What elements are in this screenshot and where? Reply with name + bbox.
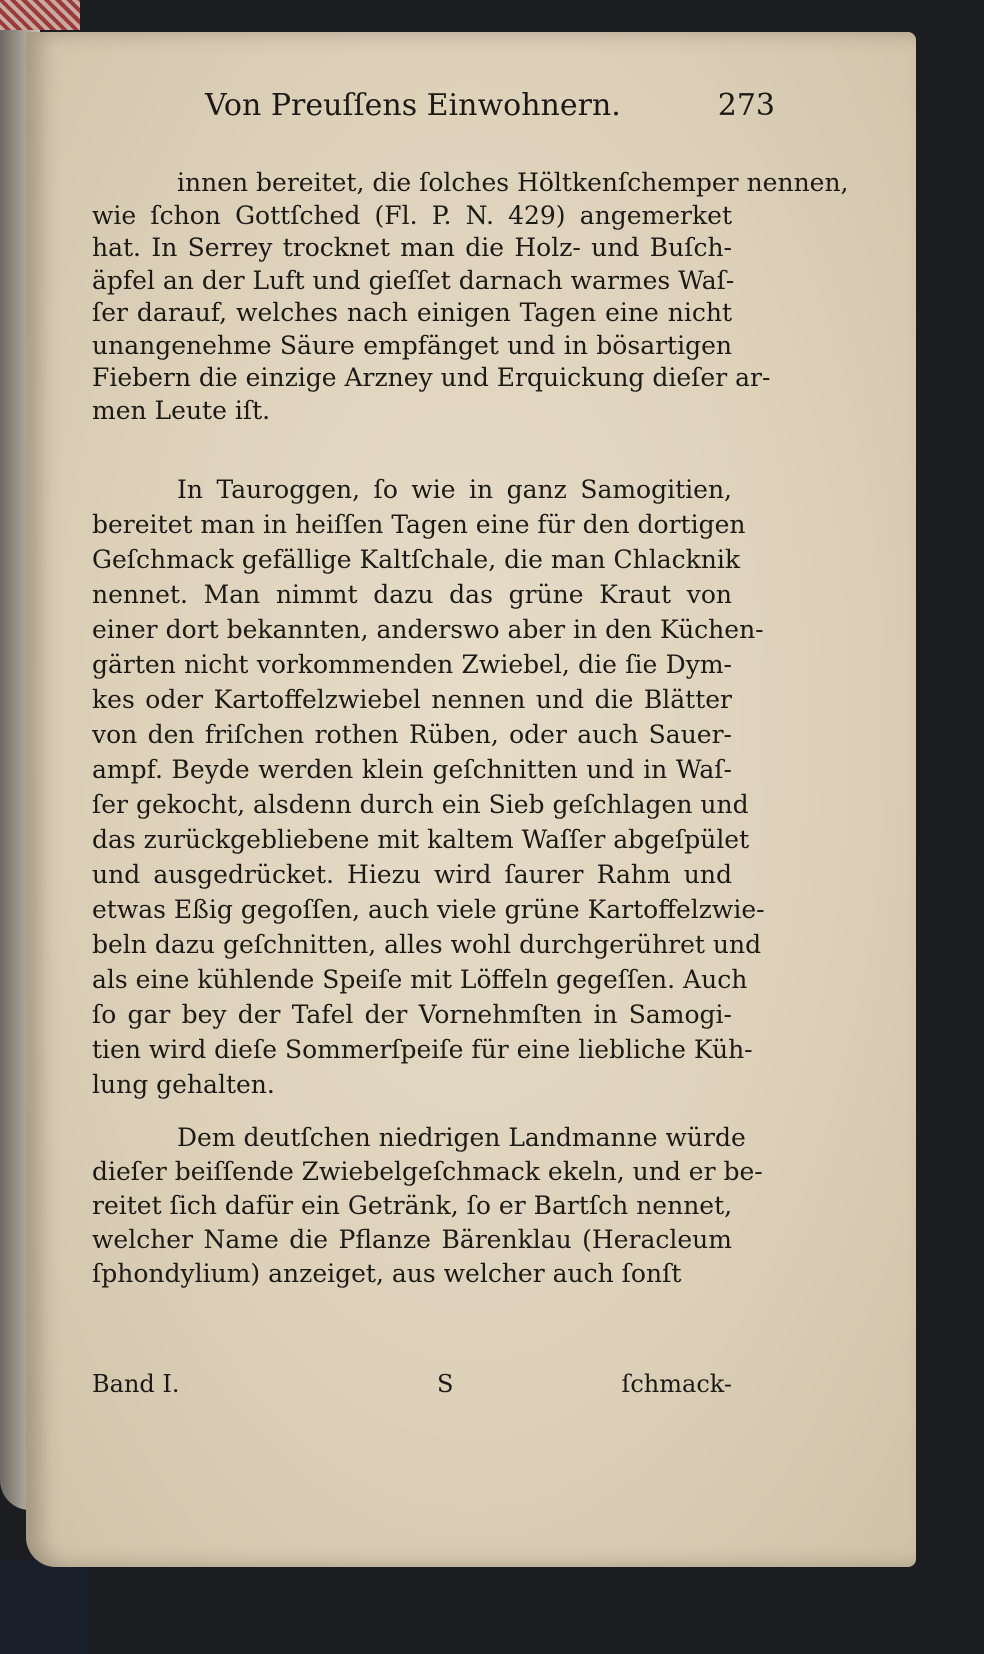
text-line: äpfel an der Luft und gieſſet darnach warmes Waſ- (92, 265, 735, 295)
text-line: gärten nicht vorkommenden Zwiebel, die ſie Dym- (92, 650, 732, 679)
text-line: und ausgedrücket. Hiezu wird ſaurer Rahm und (92, 860, 732, 889)
text-line: wie ſchon Gottſched (Fl. P. N. 429) angemerket (92, 200, 732, 230)
text-line: von den friſchen rothen Rüben, oder auch Sauer- (92, 720, 732, 749)
text-line: tien wird dieſe Sommerſpeiſe für eine liebliche Küh- (92, 1035, 753, 1064)
scan-background (0, 1560, 90, 1654)
text-line: Geſchmack gefällige Kaltſchale, die man Chlacknik (92, 545, 741, 574)
text-line: als eine kühlende Speiſe mit Löffeln gegeſſen. Auch (92, 965, 748, 994)
text-line: lung gehalten. (92, 1070, 275, 1099)
text-line: kes oder Kartoffelzwiebel nennen und die Blätter (92, 685, 732, 714)
text-line: ampf. Beyde werden klein geſchnitten und in Waſ- (92, 755, 732, 784)
page-header (205, 88, 775, 123)
text-line: men Leute iſt. (92, 395, 271, 425)
catchword: ſchmack- (621, 1370, 732, 1398)
text-line: das zurückgebliebene mit kaltem Waſſer abgeſpület (92, 825, 750, 854)
text-line: unangenehme Säure empfänget und in bösartigen (92, 330, 732, 360)
text-line: ſer gekocht, alsdenn durch ein Sieb geſchlagen und (92, 790, 749, 819)
text-line: bereitet man in heiſſen Tagen eine für den dortigen (92, 510, 746, 539)
text-line: Dem deutſchen niedrigen Landmanne würde (177, 1123, 746, 1152)
text-line: ſo gar bey der Tafel der Vornehmſten in Samogi- (92, 1000, 732, 1029)
text-line: welcher Name die Pflanze Bärenklau (Heracleum (92, 1225, 732, 1254)
text-line: etwas Eßig gegoſſen, auch viele grüne Kartoffelzwie- (92, 895, 765, 924)
signature-label: Band I. (92, 1370, 180, 1398)
text-line: reitet ſich dafür ein Getränk, ſo er Bartſch nennet, (92, 1191, 733, 1220)
text-line: hat. In Serrey trocknet man die Holz- und Buſch- (92, 233, 732, 262)
text-line: nennet. Man nimmt dazu das grüne Kraut von (92, 580, 732, 609)
running-title: Von Preuſſens Einwohnern. (205, 88, 621, 123)
text-line: einer dort bekannten, anderswo aber in den Küchen- (92, 615, 764, 644)
signature-mark: S (437, 1370, 454, 1398)
text-line: beln dazu geſchnitten, alles wohl durchgerühret und (92, 930, 762, 959)
text-line: In Tauroggen, ſo wie in ganz Samogitien, (177, 475, 732, 504)
text-line: ſphondylium) anzeiget, aus welcher auch ſonſt (92, 1259, 682, 1288)
bookmark-ribbon (0, 0, 80, 30)
text-line: dieſer beiſſende Zwiebelgeſchmack ekeln, und er be- (92, 1157, 763, 1186)
page-number: 273 (717, 88, 775, 123)
text-line: ſer darauf, welches nach einigen Tagen eine nicht (92, 298, 732, 327)
text-line: innen bereitet, die ſolches Höltkenſchemper nennen, (177, 168, 849, 197)
text-line: Fiebern die einzige Arzney und Erquickung dieſer ar- (92, 363, 771, 392)
